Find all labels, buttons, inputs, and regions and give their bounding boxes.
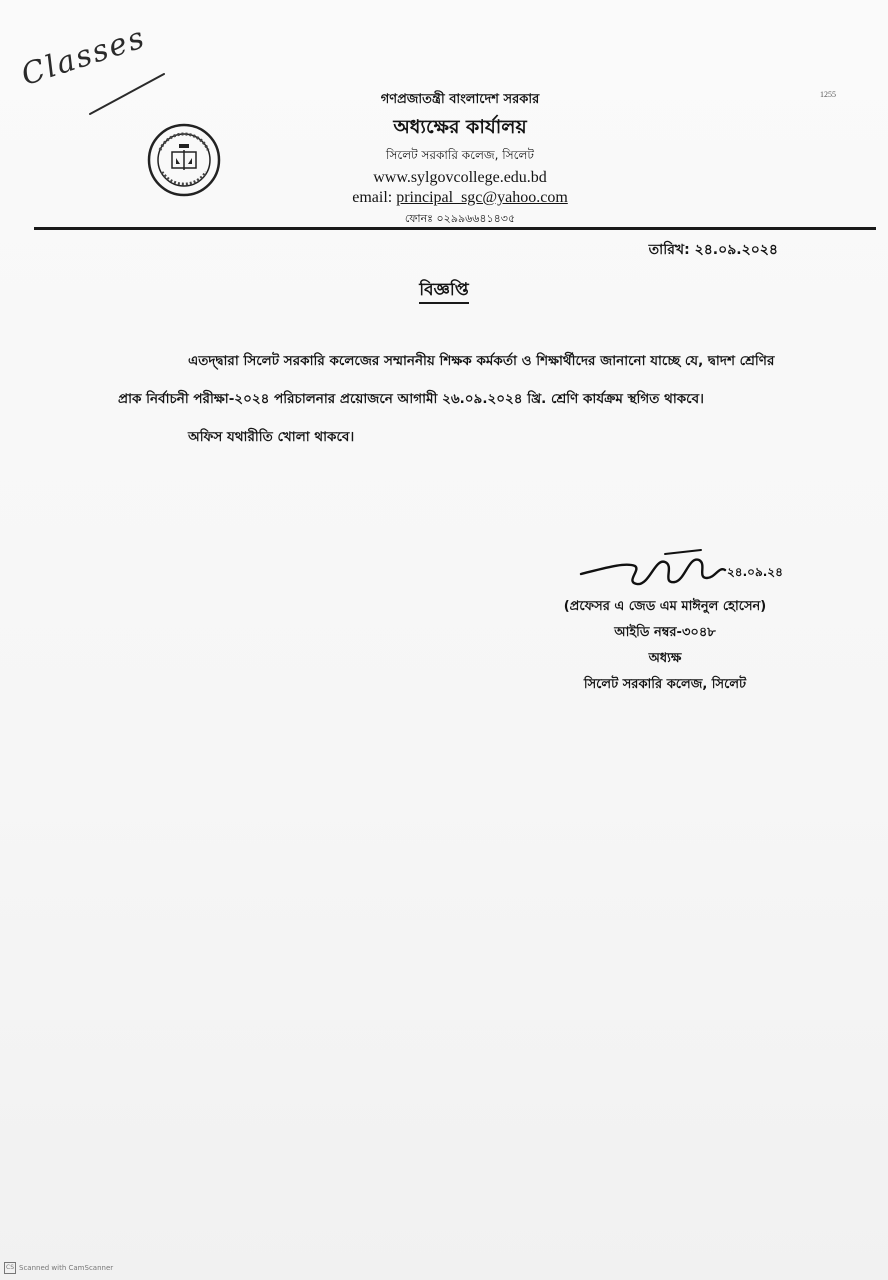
email-address: principal_sgc@yahoo.com bbox=[396, 189, 568, 206]
header-divider bbox=[34, 227, 876, 230]
notice-body bbox=[118, 342, 788, 456]
phone-number: ফোনঃ ০২৯৯৬৬৪১৪৩৫ bbox=[404, 212, 516, 225]
signature-date: ২৪.০৯.২৪ bbox=[727, 565, 783, 579]
college-seal-logo bbox=[146, 120, 222, 200]
notice-paragraph-1: এতদ্দ্বারা সিলেট সরকারি কলেজের সম্মাননীয় শিক্ষক কর্মকর্তা ও শিক্ষার্থীদের জানানো যাচ্ছে যে, দ্বাদশ শ্রেণির প্রাক নির্বাচনী পরীক্ষা-২০২৪ পরিচালনার প্রয়োজনে আগামী ২৬.০৯.২০২৪ খ্রি. শ্রেণি কার্যক্রম স্থগিত থাকবে। bbox=[118, 353, 775, 407]
letterhead bbox=[300, 90, 620, 228]
camscanner-logo-icon: CS bbox=[4, 1262, 16, 1274]
college-name: সিলেট সরকারি কলেজ, সিলেট bbox=[386, 148, 534, 162]
scanner-text: Scanned with CamScanner bbox=[19, 1264, 114, 1272]
page-number: 1255 bbox=[820, 90, 836, 99]
email-label: email: bbox=[352, 189, 397, 206]
notice-paragraph-2: অফিস যথারীতি খোলা থাকবে। bbox=[188, 429, 355, 445]
notice-date: তারিখ: ২৪.০৯.২০২৪ bbox=[648, 242, 778, 258]
government-name: গণপ্রজাতন্ত্রী বাংলাদেশ সরকার bbox=[380, 92, 540, 107]
signature-block bbox=[520, 548, 810, 698]
signatory-name: (প্রফেসর এ জেড এম মাঈনুল হোসেন) bbox=[563, 599, 767, 614]
email-line bbox=[300, 188, 620, 208]
notice-title bbox=[0, 277, 888, 305]
handwritten-signature bbox=[565, 548, 783, 594]
office-name: অধ্যক্ষের কার্যালয় bbox=[393, 116, 527, 138]
signatory-institution: সিলেট সরকারি কলেজ, সিলেট bbox=[583, 677, 747, 692]
signatory-id: আইডি নম্বর-৩০৪৮ bbox=[614, 625, 716, 640]
handwritten-underline-stroke bbox=[88, 70, 168, 120]
scanner-watermark bbox=[4, 1262, 113, 1274]
signatory-designation: অধ্যক্ষ bbox=[648, 651, 682, 666]
handwritten-note: Classes bbox=[17, 20, 151, 93]
notice-title-text: বিজ্ঞপ্তি bbox=[419, 280, 468, 304]
website-text: www.sylgovcollege.edu.bd bbox=[373, 169, 547, 186]
